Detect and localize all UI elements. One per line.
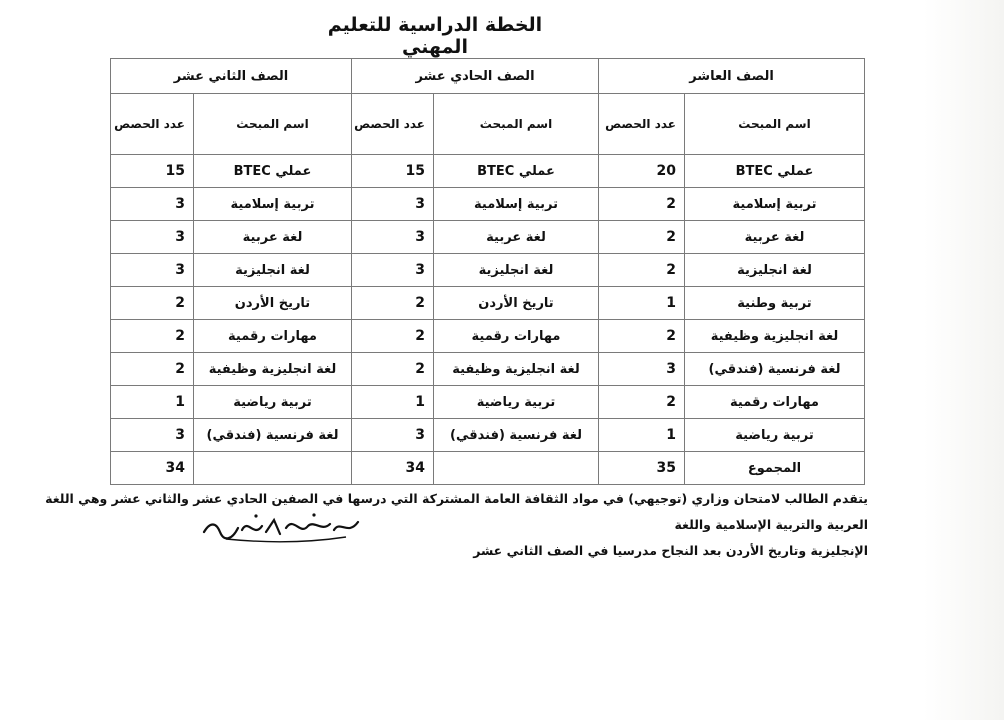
page-title: الخطة الدراسية للتعليم المهني bbox=[327, 14, 543, 58]
subject-cell: تاريخ الأردن bbox=[194, 287, 352, 320]
subject-cell: لغة انجليزية وظيفية bbox=[434, 353, 599, 386]
total-label-cell bbox=[434, 452, 599, 485]
subject-cell: لغة فرنسية (فندقي) bbox=[194, 419, 352, 452]
subject-cell: لغة انجليزية وظيفية bbox=[685, 320, 865, 353]
subject-cell: لغة فرنسية (فندقي) bbox=[434, 419, 599, 452]
count-cell: 2 bbox=[111, 287, 194, 320]
count-column-header: عدد الحصص bbox=[599, 94, 685, 155]
handwritten-signature bbox=[196, 510, 366, 544]
subject-cell: تربية رياضية bbox=[194, 386, 352, 419]
exam-note bbox=[16, 486, 868, 564]
total-label-cell bbox=[194, 452, 352, 485]
subject-cell: مهارات رقمية bbox=[434, 320, 599, 353]
count-cell: 3 bbox=[352, 221, 434, 254]
subject-cell: عملي BTEC bbox=[194, 155, 352, 188]
count-column-header: عدد الحصص bbox=[111, 94, 194, 155]
study-plan-table-wrap bbox=[110, 58, 864, 476]
table-row bbox=[111, 419, 865, 452]
grade-header: الصف العاشر bbox=[599, 59, 865, 94]
count-cell: 20 bbox=[599, 155, 685, 188]
subject-cell: تربية إسلامية bbox=[194, 188, 352, 221]
count-cell: 3 bbox=[599, 353, 685, 386]
subject-cell: عملي BTEC bbox=[434, 155, 599, 188]
total-value-cell: 34 bbox=[111, 452, 194, 485]
table-row bbox=[111, 188, 865, 221]
subject-cell: لغة عربية bbox=[685, 221, 865, 254]
count-cell: 1 bbox=[599, 287, 685, 320]
subject-cell: تربية رياضية bbox=[434, 386, 599, 419]
subject-cell: لغة عربية bbox=[194, 221, 352, 254]
table-row bbox=[111, 287, 865, 320]
count-cell: 2 bbox=[352, 353, 434, 386]
count-cell: 2 bbox=[599, 188, 685, 221]
subject-cell: تربية وطنية bbox=[685, 287, 865, 320]
table-row bbox=[111, 353, 865, 386]
count-cell: 2 bbox=[599, 254, 685, 287]
subject-cell: لغة فرنسية (فندقي) bbox=[685, 353, 865, 386]
count-cell: 2 bbox=[111, 353, 194, 386]
total-label-cell: المجموع bbox=[685, 452, 865, 485]
subject-cell: لغة عربية bbox=[434, 221, 599, 254]
grade-header: الصف الحادي عشر bbox=[352, 59, 599, 94]
subject-cell: تربية رياضية bbox=[685, 419, 865, 452]
count-cell: 3 bbox=[111, 221, 194, 254]
count-cell: 15 bbox=[352, 155, 434, 188]
table-row bbox=[111, 155, 865, 188]
subject-cell: لغة انجليزية bbox=[194, 254, 352, 287]
count-cell: 3 bbox=[352, 188, 434, 221]
count-cell: 3 bbox=[111, 419, 194, 452]
count-cell: 3 bbox=[111, 188, 194, 221]
subject-column-header: اسم المبحث bbox=[434, 94, 599, 155]
subject-cell: عملي BTEC bbox=[685, 155, 865, 188]
count-cell: 1 bbox=[352, 386, 434, 419]
table-row bbox=[111, 320, 865, 353]
count-cell: 3 bbox=[352, 419, 434, 452]
count-cell: 2 bbox=[599, 320, 685, 353]
count-cell: 2 bbox=[599, 221, 685, 254]
study-plan-table bbox=[110, 58, 865, 485]
grade-header: الصف الثاني عشر bbox=[111, 59, 352, 94]
count-cell: 3 bbox=[352, 254, 434, 287]
subject-cell: لغة انجليزية bbox=[685, 254, 865, 287]
count-cell: 2 bbox=[111, 320, 194, 353]
count-cell: 15 bbox=[111, 155, 194, 188]
count-cell: 1 bbox=[111, 386, 194, 419]
total-value-cell: 35 bbox=[599, 452, 685, 485]
total-row bbox=[111, 452, 865, 485]
subject-cell: تربية إسلامية bbox=[685, 188, 865, 221]
column-header-row bbox=[111, 94, 865, 155]
grade-header-row bbox=[111, 59, 865, 94]
subject-cell: لغة انجليزية bbox=[434, 254, 599, 287]
table-body bbox=[111, 155, 865, 485]
subject-cell: مهارات رقمية bbox=[194, 320, 352, 353]
subject-cell: لغة انجليزية وظيفية bbox=[194, 353, 352, 386]
note-line: يتقدم الطالب لامتحان وزاري (توجيهي) في مواد الثقافة العامة المشتركة التي درسها في الصفين الحادي عشر والثاني عشر وهي اللغة العربية والتربية الإسلامية واللغة bbox=[45, 491, 868, 532]
total-value-cell: 34 bbox=[352, 452, 434, 485]
count-cell: 3 bbox=[111, 254, 194, 287]
subject-column-header: اسم المبحث bbox=[685, 94, 865, 155]
count-column-header: عدد الحصص bbox=[352, 94, 434, 155]
subject-column-header: اسم المبحث bbox=[194, 94, 352, 155]
count-cell: 1 bbox=[599, 419, 685, 452]
table-row bbox=[111, 221, 865, 254]
table-row bbox=[111, 254, 865, 287]
note-line: الإنجليزية وتاريخ الأردن بعد النجاح مدرسيا في الصف الثاني عشر bbox=[473, 543, 868, 558]
count-cell: 2 bbox=[352, 287, 434, 320]
subject-cell: تربية إسلامية bbox=[434, 188, 599, 221]
table-row bbox=[111, 386, 865, 419]
subject-cell: تاريخ الأردن bbox=[434, 287, 599, 320]
count-cell: 2 bbox=[599, 386, 685, 419]
count-cell: 2 bbox=[352, 320, 434, 353]
subject-cell: مهارات رقمية bbox=[685, 386, 865, 419]
